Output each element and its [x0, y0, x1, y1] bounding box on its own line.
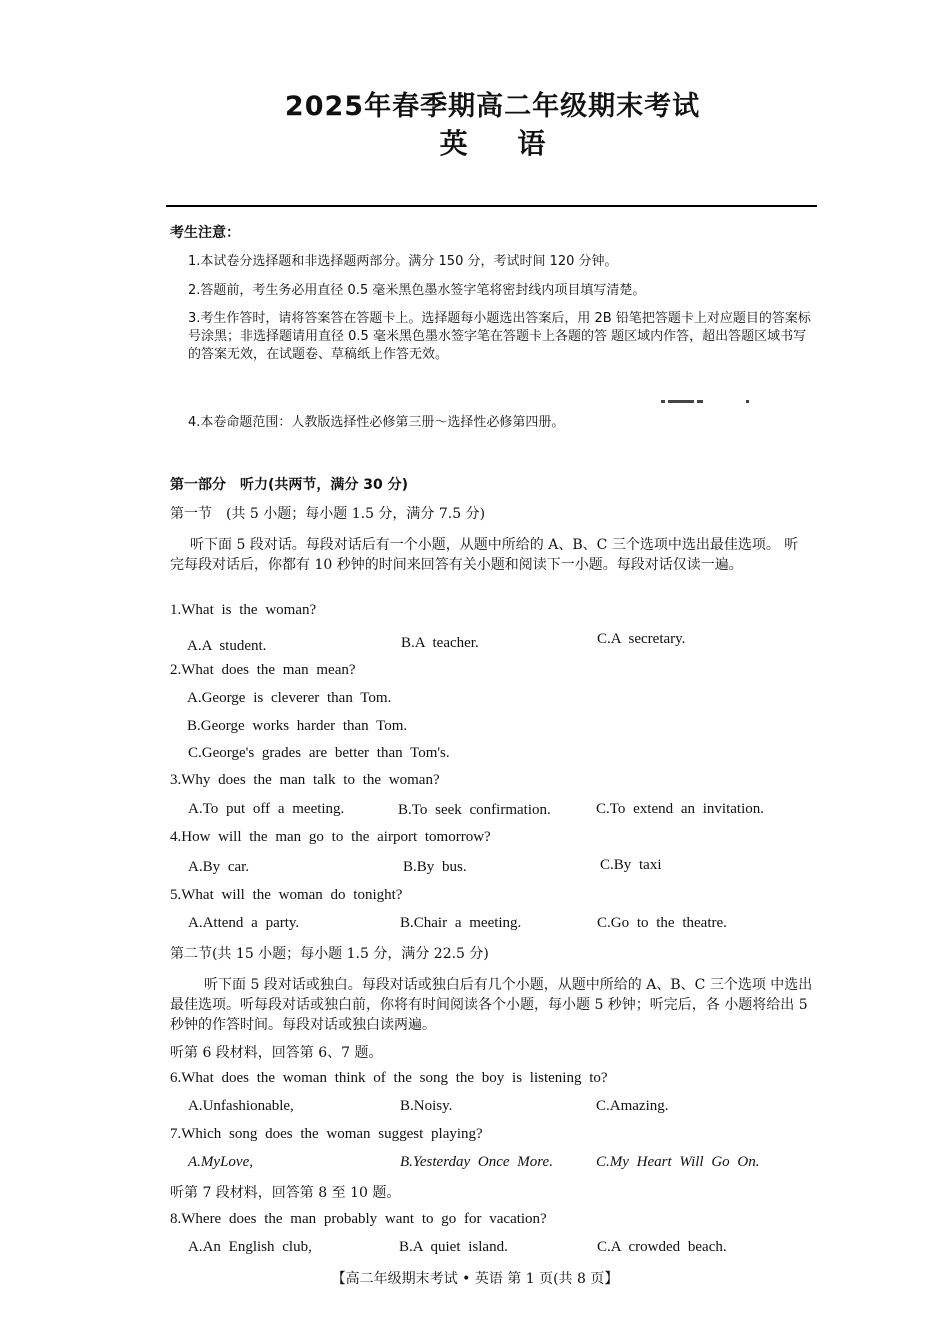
notice-item-3: 3.考生作答时，请将答案答在答题卡上。选择题每小题选出答案后，用 2B 铅笔把答题卡上对应题目的答案标号涂黑；非选择题请用直径 0.5 毫米黑色墨水签字笔在答题卡上各题的答 题区域内作答，超出答题区域书写的答案无效，在试题卷、草稿纸上作答无效。: [188, 311, 811, 362]
q8-option-a: A.An English club,: [188, 1239, 312, 1255]
q4-option-b: B.By bus.: [403, 859, 467, 875]
notice-item-1: 1.本试卷分选择题和非选择题两部分。满分 150 分，考试时间 120 分钟。: [188, 254, 618, 269]
page-footer: 【高二年级期末考试 • 英语 第 1 页(共 8 页】: [331, 1271, 619, 1287]
q2-option-b: B.George works harder than Tom.: [187, 718, 408, 734]
question-2: 2.What does the man mean?: [170, 662, 356, 678]
question-7: 7.Which song does the woman suggest playing?: [170, 1126, 483, 1142]
q2-option-c: C.George's grades are better than Tom's.: [188, 745, 450, 761]
question-4: 4.How will the man go to the airport tomorrow?: [170, 829, 491, 845]
header-divider: [166, 205, 817, 207]
question-1: 1.What is the woman?: [170, 602, 317, 618]
q7-option-b: B.Yesterday Once More.: [400, 1154, 553, 1170]
q1-option-a: A.A student.: [187, 638, 267, 654]
part1-heading: 第一部分 听力(共两节，满分 30 分): [170, 477, 409, 493]
q6-option-c: C.Amazing.: [596, 1098, 669, 1114]
q5-option-b: B.Chair a meeting.: [400, 915, 522, 931]
question-3: 3.Why does the man talk to the woman?: [170, 772, 440, 788]
question-8: 8.Where does the man probably want to go for vacation?: [170, 1211, 547, 1227]
q2-option-a: A.George is cleverer than Tom.: [187, 690, 392, 706]
section1-heading: 第一节 (共 5 小题；每小题 1.5 分，满分 7.5 分): [170, 506, 486, 522]
stamp-mark: [661, 392, 752, 396]
section2-heading: 第二节(共 15 小题；每小题 1.5 分，满分 22.5 分): [170, 946, 489, 962]
q8-option-c: C.A crowded beach.: [597, 1239, 727, 1255]
q3-option-b: B.To seek confirmation.: [398, 802, 551, 818]
q6-option-a: A.Unfashionable,: [188, 1098, 294, 1114]
notice-item-2: 2.答题前，考生务必用直径 0.5 毫米黑色墨水签字笔将密封线内项目填写清楚。: [188, 283, 646, 298]
question-5: 5.What will the woman do tonight?: [170, 887, 403, 903]
q6-option-b: B.Noisy.: [400, 1098, 453, 1114]
q3-option-a: A.To put off a meeting.: [188, 801, 345, 817]
q3-option-c: C.To extend an invitation.: [596, 801, 765, 817]
notice-item-4: 4.本卷命题范围：人教版选择性必修第三册～选择性必修第四册。: [188, 415, 565, 430]
q7-option-a: A.MyLove,: [188, 1154, 253, 1170]
q8-option-b: B.A quiet island.: [399, 1239, 508, 1255]
material-6-note: 听第 6 段材料，回答第 6、7 题。: [170, 1045, 383, 1061]
q1-option-b: B.A teacher.: [401, 635, 479, 651]
q5-option-c: C.Go to the theatre.: [597, 915, 727, 931]
q1-option-c: C.A secretary.: [597, 631, 686, 647]
question-6: 6.What does the woman think of the song the boy is listening to?: [170, 1070, 608, 1086]
q5-option-a: A.Attend a party.: [188, 915, 300, 931]
material-7-note: 听第 7 段材料，回答第 8 至 10 题。: [170, 1185, 401, 1201]
section2-instructions: 听下面 5 段对话或独白。每段对话或独白后有几个小题，从题中所给的 A、B、C 三个选项 中选出最佳选项。听每段对话或独白前，你将有时间阅读各个小题，每小题 5 秒钟；听完后，各 小题将给出 5 秒钟的作答时间。每段对话或独白读两遍。: [170, 977, 813, 1033]
exam-subject: 英 语: [439, 127, 546, 160]
notice-heading: 考生注意：: [170, 225, 240, 241]
section1-instructions: 听下面 5 段对话。每段对话后有一个小题，从题中所给的 A、B、C 三个选项中选出最佳选项。 听完每段对话后，你都有 10 秒钟的时间来回答有关小题和阅读下一小题。每段对话仅读一遍。: [170, 537, 799, 573]
q4-option-a: A.By car.: [188, 859, 250, 875]
q7-option-c: C.My Heart Will Go On.: [596, 1154, 760, 1170]
exam-title: 2025年春季期高二年级期末考试: [284, 91, 701, 122]
q4-option-c: C.By taxi: [600, 857, 662, 873]
